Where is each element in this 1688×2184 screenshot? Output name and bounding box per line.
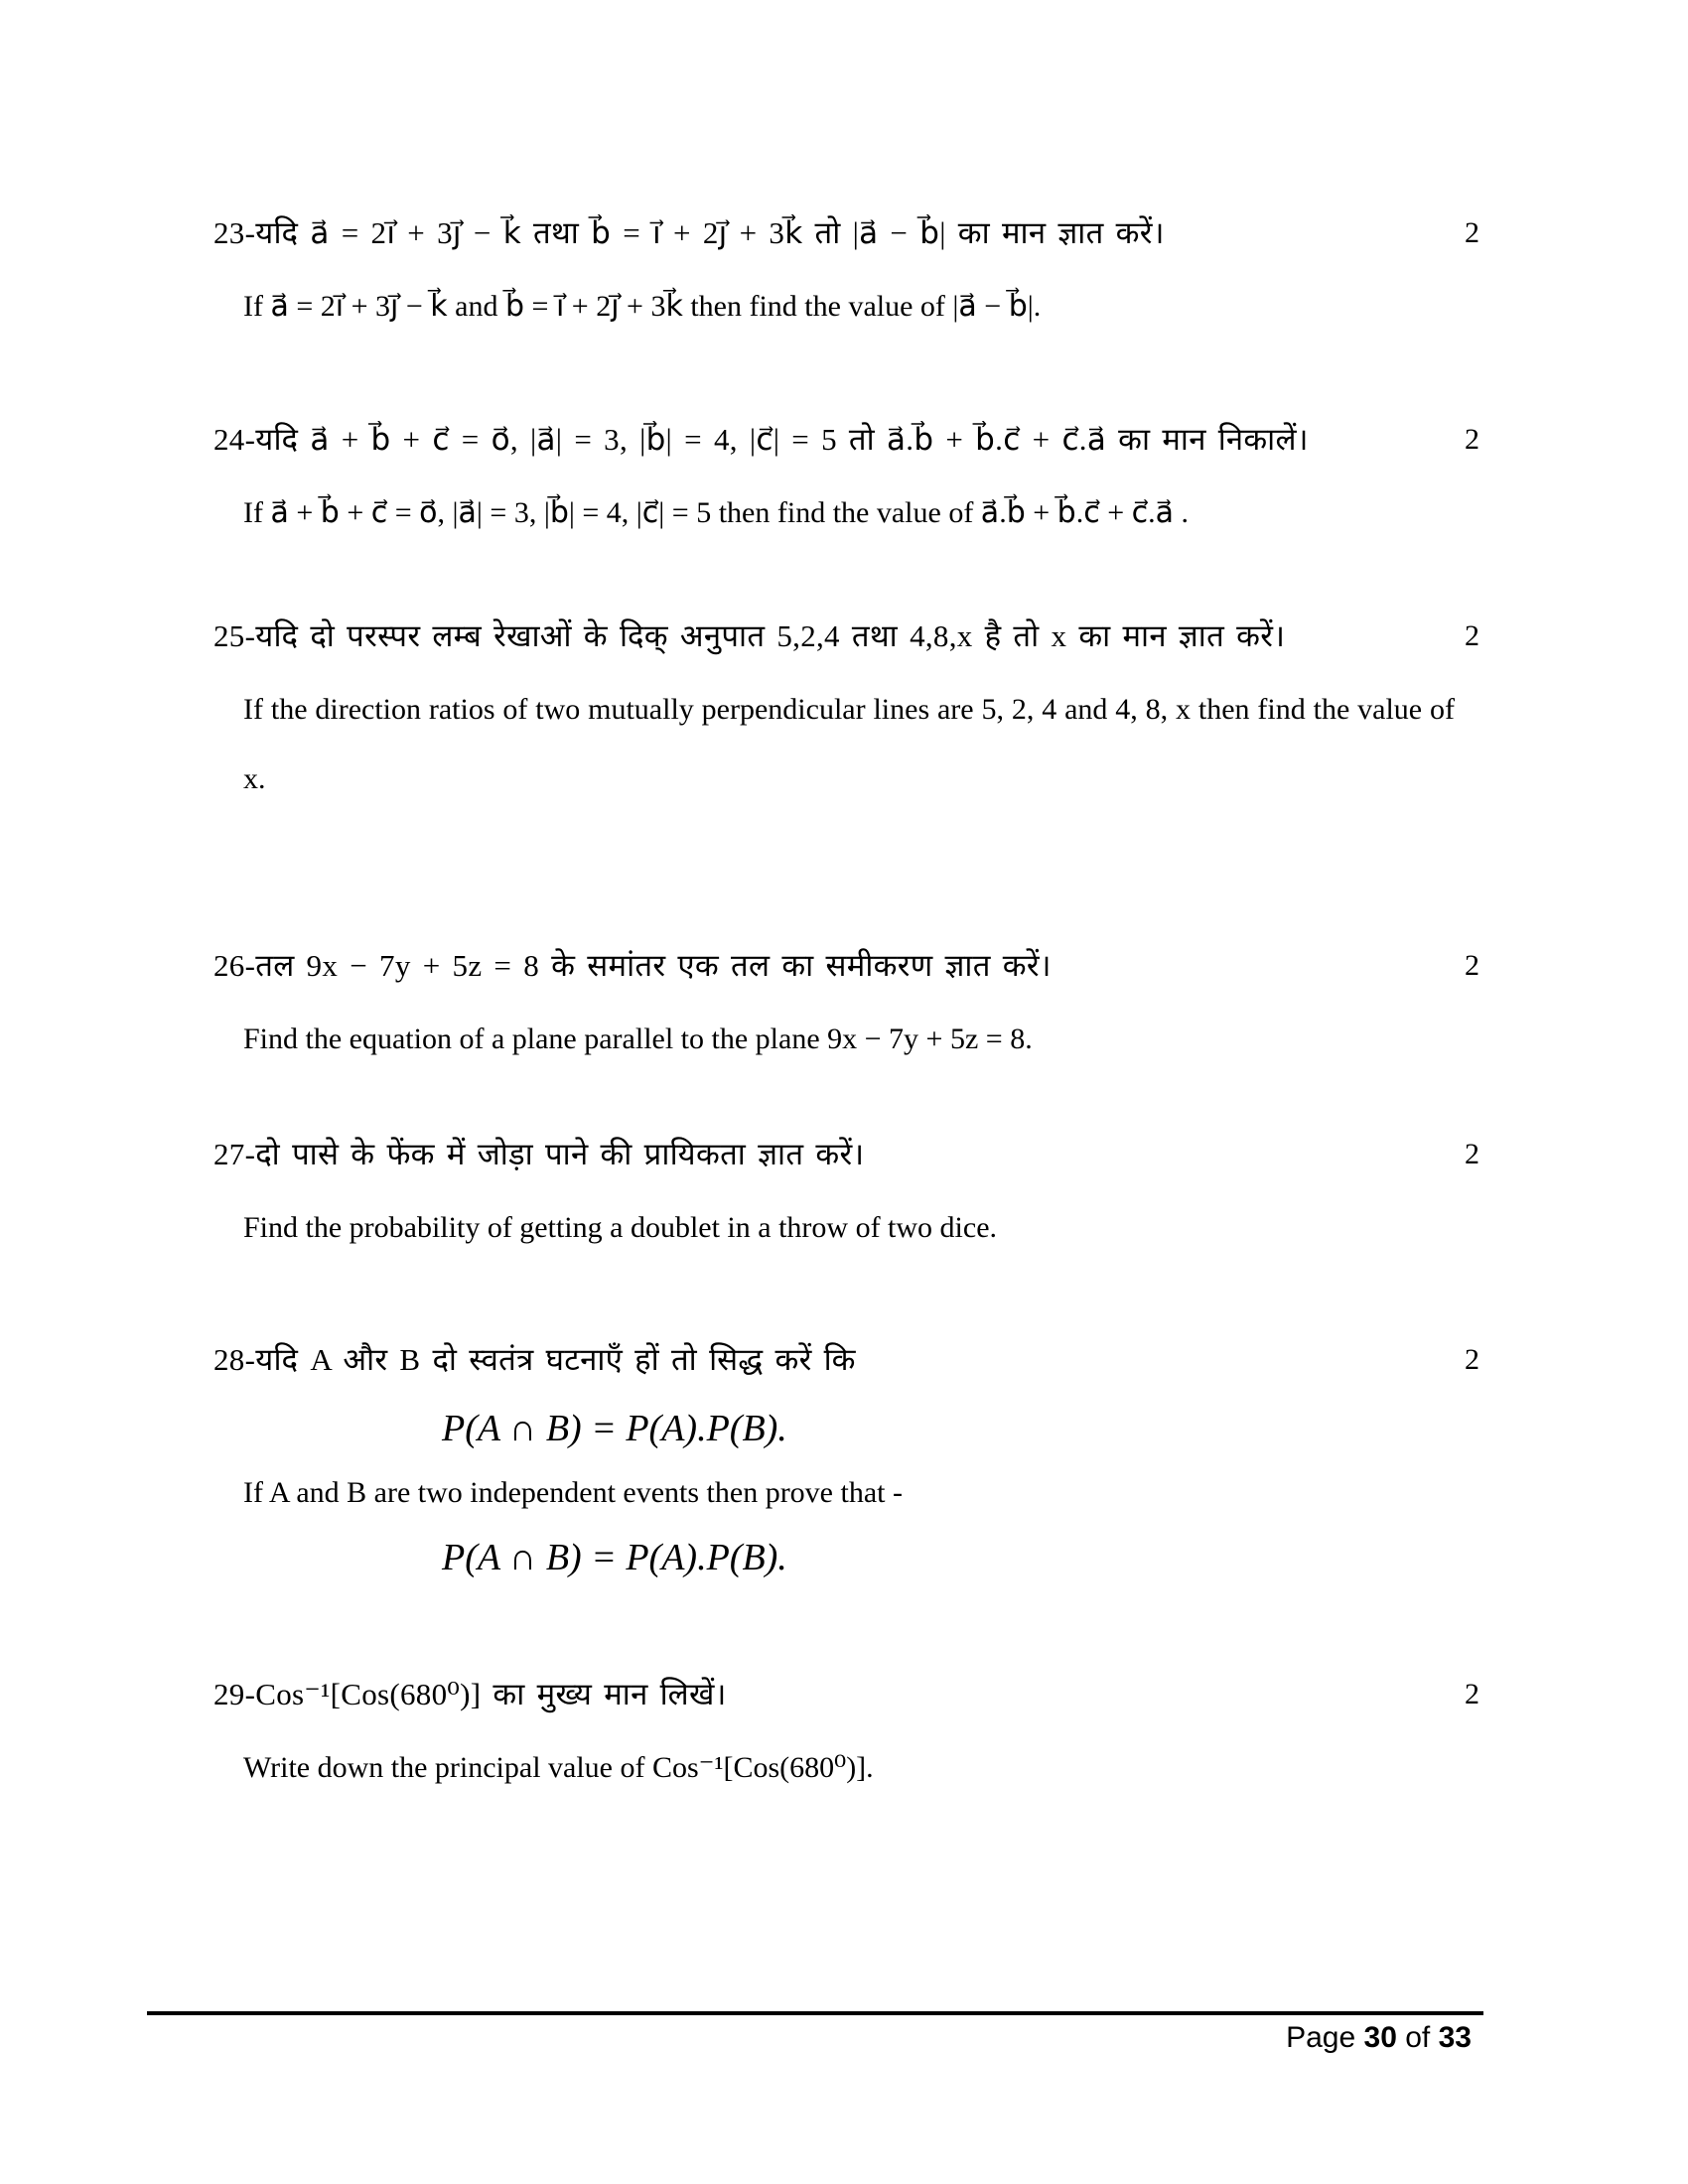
footer-rule [147,2011,1483,2015]
question-26-hindi: 26-तल 9x − 7y + 5z = 8 के समांतर एक तल का समीकरण ज्ञात करें। [213,948,1052,983]
question-28-row [213,1321,1479,1399]
question-23-hindi: 23-यदि a⃗ = 2i⃗ + 3j⃗ − k⃗ तथा b⃗ = i⃗ + 2j⃗ + 3k⃗ तो |a⃗ − b⃗| का मान ज्ञात करें। [213,215,1165,250]
question-24-hindi: 24-यदि a⃗ + b⃗ + c⃗ = o⃗, |a⃗| = 3, |b⃗| = 4, |c⃗| = 5 तो a⃗.b⃗ + b⃗.c⃗ + c⃗.a⃗ का मान निकालें। [213,422,1309,457]
question-23-english: If a⃗ = 2i⃗ + 3j⃗ − k⃗ and b⃗ = i⃗ + 2j⃗ + 3k⃗ then find the value of |a⃗ − b⃗|. [243,290,1042,323]
question-23 [213,195,1479,341]
question-28 [213,1321,1479,1587]
question-24-english: If a⃗ + b⃗ + c⃗ = o⃗, |a⃗| = 3, |b⃗| = 4, |c⃗| = 5 then find the value of a⃗.b⃗ + b⃗.c⃗ + c⃗.a⃗ . [243,496,1189,529]
question-28-english: If A and B are two independent events then prove that - [243,1476,903,1509]
question-25-english: If the direction ratios of two mutually perpendicular lines are 5, 2, 4 and 4, 8, x then find the value of x. [243,693,1455,795]
question-27 [213,1116,1479,1263]
question-29-english: Write down the principal value of Cos⁻¹[Cos(680⁰)]. [243,1751,874,1784]
question-29-row [213,1656,1479,1733]
question-28-formula: P(A ∩ B) = P(A).P(B). [442,1408,787,1449]
question-25-marks: 2 [1465,619,1479,652]
question-27-english: Find the probability of getting a doublet in a throw of two dice. [243,1211,998,1244]
question-26-english: Find the equation of a plane parallel to the plane 9x − 7y + 5z = 8. [243,1023,1033,1055]
footer-page-label: Page [1286,2021,1356,2054]
question-24 [213,401,1479,548]
question-28-marks: 2 [1465,1343,1479,1376]
question-26-marks: 2 [1465,949,1479,982]
page-number-indicator [1286,2021,1472,2055]
footer-of-label: of [1405,2021,1431,2054]
question-27-marks: 2 [1465,1138,1479,1170]
question-25 [213,598,1479,814]
question-29 [213,1656,1479,1803]
question-23-row [213,195,1479,272]
question-27-hindi: 27-दो पासे के फेंक में जोड़ा पाने की प्रायिकता ज्ञात करें। [213,1137,865,1171]
question-26 [213,927,1479,1074]
question-28-formula-repeat: P(A ∩ B) = P(A).P(B). [442,1537,787,1578]
question-29-marks: 2 [1465,1678,1479,1710]
question-27-row [213,1116,1479,1193]
question-24-row [213,401,1479,478]
question-29-hindi: 29-Cos⁻¹[Cos(680⁰)] का मुख्य मान लिखें। [213,1677,727,1711]
question-24-marks: 2 [1465,423,1479,456]
question-25-row [213,598,1479,675]
question-23-marks: 2 [1465,216,1479,249]
footer-page-total: 33 [1438,2021,1472,2054]
question-28-hindi: 28-यदि A और B दो स्वतंत्र घटनाएँ हों तो सिद्ध करें कि [213,1342,856,1377]
question-26-row [213,927,1479,1005]
question-25-hindi: 25-यदि दो परस्पर लम्ब रेखाओं के दिक् अनुपात 5,2,4 तथा 4,8,x है तो x का मान ज्ञात करें। [213,618,1286,653]
footer-page-current: 30 [1363,2021,1397,2054]
